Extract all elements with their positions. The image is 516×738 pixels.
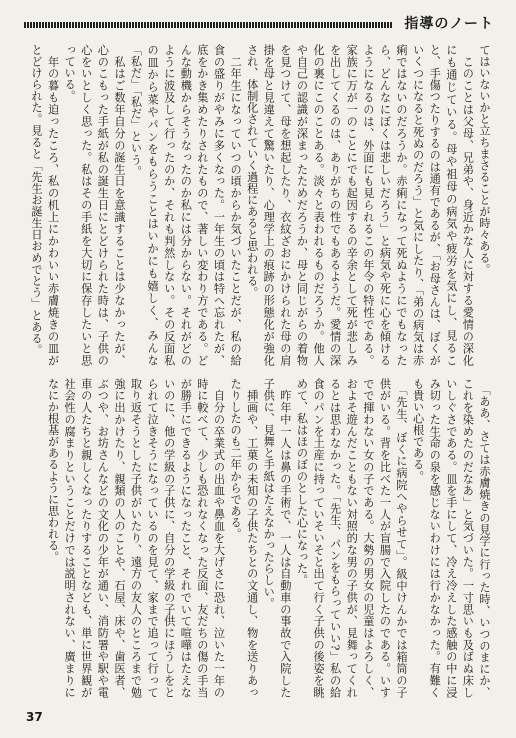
- upper-text-block: [22, 44, 492, 366]
- header-title: 指導のノート: [404, 16, 494, 32]
- paragraph: 「ああ、さては赤膚焼きの見学に行った時、いつのまにか、これを染めたのだなあ」と気づいた。一寸思いも及ばぬ床しいしぐさである。皿を手にして、冷え冷えした感触の中に浸み切った生命の泉を感じないわけには行かなかった。有難くも貴い心根である。: [411, 378, 491, 698]
- paragraph: 挿画や、工菓の未知の子供たちとの文通し、物を送りあったりしたのも二年からである。: [229, 378, 259, 698]
- paragraph: てはいないかと立ちまさることが時々ある。: [478, 44, 491, 275]
- paragraph: このことは父母、兄弟や、身近かな人に対する愛情の深化にも通じている。母や祖母の病気や疲労を気にし、見ること、手傷つたりするのは通有であるが、「お母さんは、ぼくがいくつになると死ぬのだろう」と気にしたり、「弟の病気は赤痢ではないのだろうか。赤痢になって死ぬようにでもなったら、どんなにぼくは悲しいだろう」と病気や死に心を傾けるようになるのは、外面にも見られるこの年令の特性である。家族に万が一のことにでも起因するの辛余として死が悲しみを出してくるのは、ありがちの性でもあるようだ。愛情の深化の裏にこのことある。淡々と表われるものだろうか。他人や自己の認識が深まったためだろうか、母と同じがらの着物を見つけて、母を想起したり、衣紋ざおにかけられた母の肩掛を母と見違えて驚いたり、心理学上の痕跡の形態化が強化され、体制化されていく過程にあると思われる。: [245, 44, 475, 366]
- paragraph: 年の暮も迫ったころ、私の机上にかわいい赤膚焼きの皿がとどけられた。見ると「先生お誕生日おめでとう」とある。: [29, 44, 60, 366]
- page-number: 37: [26, 710, 43, 724]
- header-rule: [24, 22, 392, 28]
- paragraph: 二年生になっていつの頃からか気づいたことだが、私の給食の盛りがやみに多くなった。一年生の頃は特へ忘れたが、底をかき集めたりされたもので、著しい変わり方である。どんな動機からそうなったのか私には分からない。それがどのように波及して行ったのか、それも判然しない。その反面私の皿から菜やパンをもらうことはいかにも嬉しく、みんな「私だ」「私だ」という。: [129, 44, 243, 366]
- running-header: [24, 14, 494, 38]
- lower-text-block: [22, 378, 492, 698]
- paragraph: 「先生、ぼくに病院へやらせて」。級中けんかでは箱筒の子供がいる。背を比べた一人が盲腸で入院したのである。いすでで揮わない女の子である。大勢の男女の児童はよろしく、およそ遊んだこともない対照的な男の子供が、見舞ってくれるとは思わなかった。「先生、パンをもらっていい?」私の給食のパンを土産に持っていそいそと出て行く子供の後姿を眺めて、私はほのぼのとした心になった。: [295, 378, 409, 698]
- paragraph: 昨年中一人は鼻の手術で、一人は自動車の事故で入院した子供に、見舞と手紙はたえなかったらしい。: [262, 378, 292, 698]
- paragraph: 自分の卒業式の出血や鼻血を大げさに恐れ、泣いた一年の時に較べて、少しも恐れなくなった反面、友だちの傷の手当が勝手にできるようになったこと、それでいて喧嘩はたえないのに、他の学級の子供に、自分の学級の子供にほうしをとられて泣きそうになっているのを見て、家まで追って行って取り返そうとした子供がいたり、遠方の友人のところまで勉強に出かけたり、親類の人のことや、石屋、床や、歯医者、ぶつや、お坊さんなどの文化の少年が通い、消防署や駅や電車の人たちと親しくなったりすることなども、単に世界観が社会性の腐まりということだけでは説明されない、廣まりになにか根基があるように思われる。: [46, 378, 226, 698]
- paragraph: 私はご数年自分の誕生日を意識することは少なかったが、心のこもった手紙が私の誕生日にとどけられた時は、子供の心をいとしく思った。私はその手紙を大切に保存したいと思っている。: [63, 44, 126, 366]
